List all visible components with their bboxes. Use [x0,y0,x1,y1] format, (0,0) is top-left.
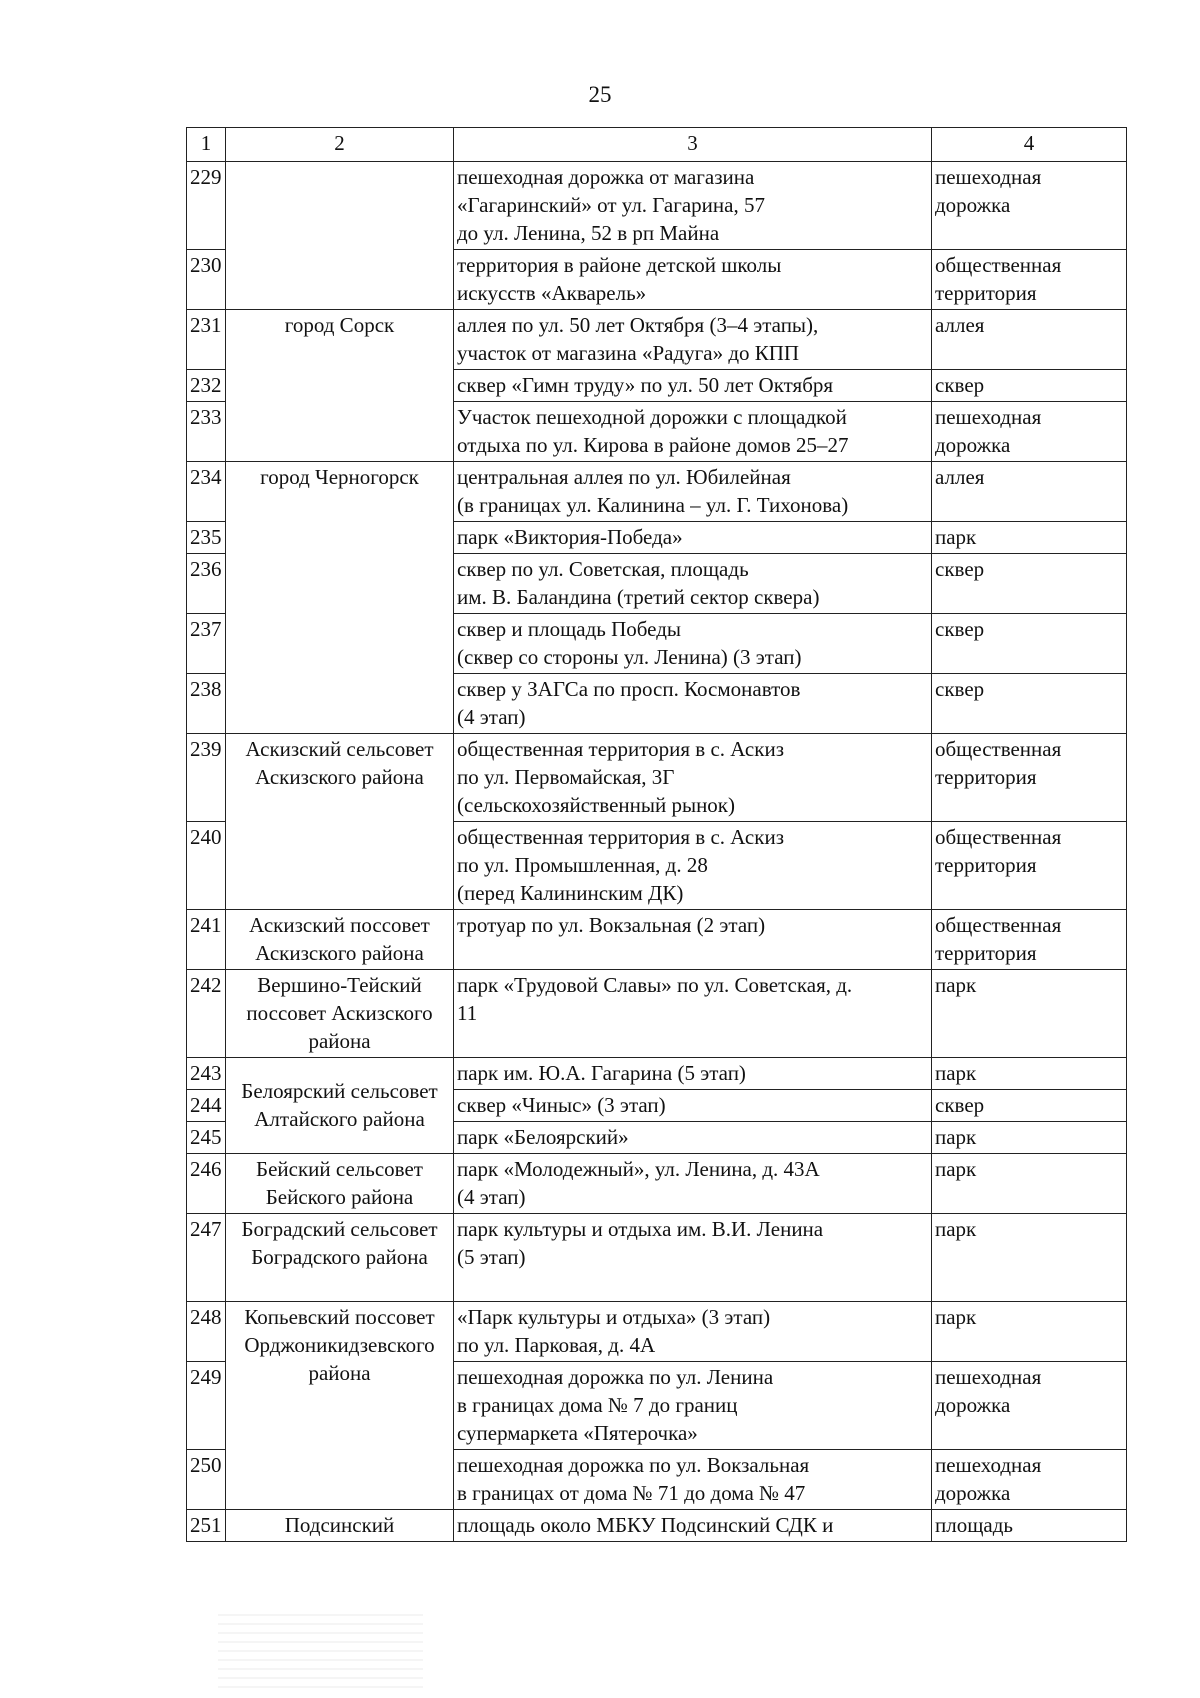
type-cell: парк [932,522,1127,554]
header-col-3: 3 [454,128,932,162]
table-row [187,1154,1127,1214]
table-row [187,462,1127,522]
object-cell: сквер и площадь Победы (сквер со стороны ул. Ленина) (3 этап) [454,614,932,674]
page-number: 25 [588,82,612,107]
row-number: 238 [187,674,226,734]
table-row [187,970,1127,1058]
row-number: 230 [187,250,226,310]
header-row [187,128,1127,162]
registry-table [186,127,1127,1542]
type-cell: пешеходная дорожка [932,1450,1127,1510]
object-cell: парк «Белоярский» [454,1122,932,1154]
type-cell: общественная территория [932,910,1127,970]
object-cell: сквер «Чиныс» (3 этап) [454,1090,932,1122]
object-cell: Участок пешеходной дорожки с площадкой отдыха по ул. Кирова в районе домов 25–27 [454,402,932,462]
object-cell: парк «Виктория-Победа» [454,522,932,554]
type-cell: площадь [932,1510,1127,1542]
header-col-1: 1 [187,128,226,162]
header-col-4: 4 [932,128,1127,162]
row-number: 239 [187,734,226,822]
municipality-cell: Аскизский поссовет Аскизского района [226,910,454,970]
table-row [187,1510,1127,1542]
object-cell: «Парк культуры и отдыха» (3 этап) по ул. Парковая, д. 4А [454,1302,932,1362]
scan-artifact [218,1610,423,1688]
row-number: 237 [187,614,226,674]
type-cell: парк [932,1154,1127,1214]
object-cell: парк «Трудовой Славы» по ул. Советская, д. 11 [454,970,932,1058]
type-cell: аллея [932,310,1127,370]
object-cell: площадь около МБКУ Подсинский СДК и [454,1510,932,1542]
type-cell: пешеходная дорожка [932,162,1127,250]
type-cell: сквер [932,1090,1127,1122]
table-row [187,910,1127,970]
municipality-cell: Подсинский [226,1510,454,1542]
type-cell: парк [932,1302,1127,1362]
municipality-cell: Вершино-Тейский поссовет Аскизского района [226,970,454,1058]
type-cell: парк [932,1058,1127,1090]
municipality-cell: Бейский сельсовет Бейского района [226,1154,454,1214]
table-row [187,310,1127,370]
type-cell: парк [932,1122,1127,1154]
row-number: 234 [187,462,226,522]
object-cell: сквер у ЗАГСа по просп. Космонавтов (4 этап) [454,674,932,734]
type-cell: аллея [932,462,1127,522]
row-number: 241 [187,910,226,970]
row-number: 246 [187,1154,226,1214]
type-cell: общественная территория [932,734,1127,822]
header-col-2: 2 [226,128,454,162]
table-row [187,1058,1127,1090]
municipality-cell: Боградский сельсовет Боградского района [226,1214,454,1302]
object-cell: территория в районе детской школы искусств «Акварель» [454,250,932,310]
row-number: 242 [187,970,226,1058]
table-row [187,734,1127,822]
type-cell: общественная территория [932,822,1127,910]
row-number: 240 [187,822,226,910]
row-number: 235 [187,522,226,554]
object-cell: сквер «Гимн труду» по ул. 50 лет Октября [454,370,932,402]
row-number: 244 [187,1090,226,1122]
type-cell: сквер [932,370,1127,402]
type-cell: пешеходная дорожка [932,1362,1127,1450]
object-cell: центральная аллея по ул. Юбилейная (в границах ул. Калинина – ул. Г. Тихонова) [454,462,932,522]
object-cell: парк культуры и отдыха им. В.И. Ленина (5 этап) [454,1214,932,1302]
row-number: 250 [187,1450,226,1510]
table-row [187,1214,1127,1302]
row-number: 231 [187,310,226,370]
type-cell: парк [932,1214,1127,1302]
object-cell: парк «Молодежный», ул. Ленина, д. 43А (4 этап) [454,1154,932,1214]
type-cell: общественная территория [932,250,1127,310]
municipality-cell: город Черногорск [226,462,454,734]
type-cell: сквер [932,614,1127,674]
row-number: 233 [187,402,226,462]
row-number: 243 [187,1058,226,1090]
row-number: 247 [187,1214,226,1302]
row-number: 236 [187,554,226,614]
municipality-cell: город Сорск [226,310,454,462]
municipality-cell: Белоярский сельсовет Алтайского района [226,1058,454,1154]
row-number: 249 [187,1362,226,1450]
type-cell: пешеходная дорожка [932,402,1127,462]
row-number: 251 [187,1510,226,1542]
object-cell: тротуар по ул. Вокзальная (2 этап) [454,910,932,970]
type-cell: сквер [932,554,1127,614]
row-number: 248 [187,1302,226,1362]
row-number: 232 [187,370,226,402]
object-cell: пешеходная дорожка по ул. Вокзальная в границах от дома № 71 до дома № 47 [454,1450,932,1510]
row-number: 245 [187,1122,226,1154]
object-cell: аллея по ул. 50 лет Октября (3–4 этапы), участок от магазина «Радуга» до КПП [454,310,932,370]
table-row [187,162,1127,250]
municipality-cell: Копьевский поссовет Орджоникидзевского района [226,1302,454,1510]
object-cell: парк им. Ю.А. Гагарина (5 этап) [454,1058,932,1090]
municipality-cell: Аскизский сельсовет Аскизского района [226,734,454,910]
row-number: 229 [187,162,226,250]
object-cell: сквер по ул. Советская, площадь им. В. Баландина (третий сектор сквера) [454,554,932,614]
object-cell: пешеходная дорожка по ул. Ленина в границах дома № 7 до границ супермаркета «Пятерочка» [454,1362,932,1450]
object-cell: пешеходная дорожка от магазина «Гагаринский» от ул. Гагарина, 57 до ул. Ленина, 52 в рп Майна [454,162,932,250]
table-row [187,1302,1127,1362]
type-cell: парк [932,970,1127,1058]
type-cell: сквер [932,674,1127,734]
object-cell: общественная территория в с. Аскиз по ул. Первомайская, 3Г (сельскохозяйственный рынок) [454,734,932,822]
object-cell: общественная территория в с. Аскиз по ул. Промышленная, д. 28 (перед Калининским ДК) [454,822,932,910]
municipality-cell [226,162,454,310]
